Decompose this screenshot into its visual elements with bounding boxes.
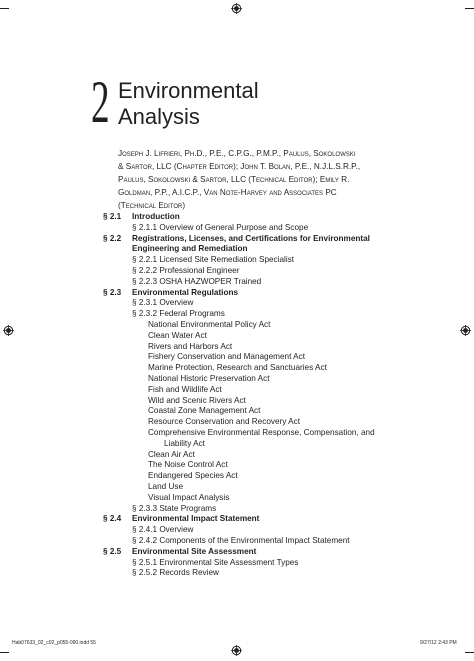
author-line: Paulus, Sokolowski & Sartor, LLC (Technical Editor); Emily R. [118,174,350,184]
author-line: (Technical Editor) [118,200,186,210]
program-title: National Environmental Policy Act [148,320,271,329]
program-title: Land Use [148,482,184,491]
program-title: Visual Impact Analysis [148,492,230,502]
section-title: Environmental Impact Statement [132,514,260,524]
author-line: Joseph J. Lifrieri, Ph.D., P.E., C.P.G., P.M.P., Paulus, Sokolowski [118,149,356,158]
program-title: Endangered Species Act [148,471,238,481]
subsection-title: § 2.3.1 Overview [132,298,194,308]
crop-mark [0,8,9,9]
program-title: The Noise Control Act [148,460,228,470]
subsection-title: § 2.3.2 Federal Programs [132,309,225,319]
program-title: Marine Protection, Research and Sanctuaries Act [148,363,327,373]
footer-file-slug: Hab07633_02_c02_p055-090.indd 55 [12,640,96,646]
author-line: & Sartor, LLC (Chapter Editor); John T. Bolan, P.E., N.J.L.S.R.P., [118,161,361,171]
author-line: Goldman, P.P., A.I.C.P., Van Note-Harvey and Associates PC [118,187,337,197]
subsection-title: § 2.1.1 Overview of General Purpose and Scope [132,222,309,232]
chapter-number: 2 [91,69,110,135]
crop-mark [0,652,9,653]
crop-mark [465,652,474,653]
author-credits [118,148,386,213]
chapter-title-line-2: Analysis [118,104,200,129]
subsection-title: § 2.5.1 Environmental Site Assessment Types [132,557,299,567]
footer-timestamp: 9/27/12 2:43 PM [420,640,457,646]
section-title: Registrations, Licenses, and Certifications for Environmental [132,233,370,243]
registration-mark-left [3,325,14,336]
section-number: § 2.1 [103,212,122,221]
program-title: Comprehensive Environmental Response, Compensation, and [148,428,375,437]
section-title: Environmental Regulations [132,287,238,297]
program-title: Wild and Scenic Rivers Act [148,395,246,405]
registration-mark-right [460,325,471,336]
program-title: Clean Air Act [148,449,195,459]
program-title: Coastal Zone Management Act [148,406,261,416]
subsection-title: § 2.4.2 Components of the Environmental Impact Statement [132,536,350,545]
subsection-title: § 2.4.1 Overview [132,525,194,535]
section-number: § 2.2 [103,233,122,243]
program-title: Liability Act [164,438,205,448]
section-title: Engineering and Remediation [132,244,248,254]
subsection-title: § 2.2.1 Licensed Site Remediation Specialist [132,255,295,265]
subsection-title: § 2.5.2 Records Review [132,568,219,578]
program-title: National Historic Preservation Act [148,374,270,383]
subsection-title: § 2.2.2 Professional Engineer [132,266,240,275]
section-number: § 2.3 [103,287,122,297]
crop-mark [465,8,474,9]
registration-mark-bottom [231,645,242,656]
section-number: § 2.5 [103,546,122,556]
chapter-title-line-1: Environmental [118,78,259,103]
registration-mark-top [231,3,242,14]
subsection-title: § 2.2.3 OSHA HAZWOPER Trained [132,276,262,286]
section-number: § 2.4 [103,514,122,524]
program-title: Rivers and Harbors Act [148,341,233,351]
section-title: Environmental Site Assessment [132,546,257,556]
program-title: Resource Conservation and Recovery Act [148,417,300,427]
program-title: Fishery Conservation and Management Act [148,352,306,362]
subsection-title: § 2.3.3 State Programs [132,503,217,513]
program-title: Fish and Wildlife Act [148,384,222,394]
section-title: Introduction [132,212,180,221]
program-title: Clean Water Act [148,330,207,340]
